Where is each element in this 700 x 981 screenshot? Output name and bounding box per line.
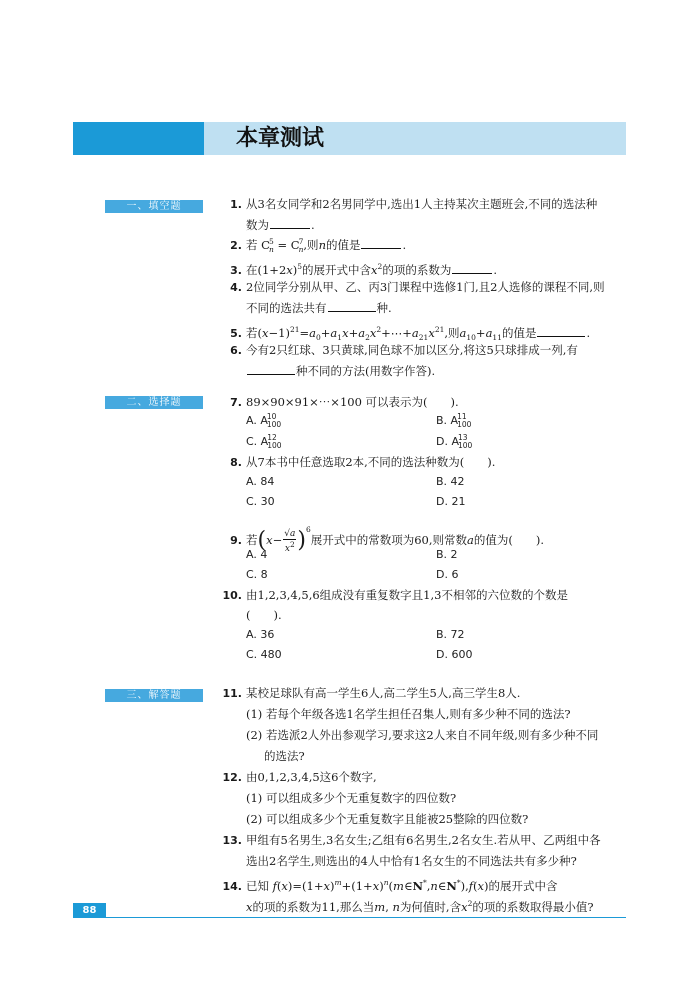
question-number: 11. bbox=[222, 687, 242, 700]
option-label: B. bbox=[436, 414, 448, 427]
question-text: 的项的系数为 bbox=[382, 262, 452, 277]
question-number: 3. bbox=[230, 263, 242, 277]
question-5: 5. 若$(x-1)^{21}=a_0+a_1x+a_2x^2+\cdots+a_{21}x^{21}$,则$a_{10}+a_{11}$的值是 . bbox=[220, 319, 630, 348]
question-text: 展开式中的常数项为60,则常数 bbox=[310, 533, 468, 547]
question-14-line2: x的项的系数为11,那么当m, n为何值时,含$x^2$的项的系数取得最小值? bbox=[246, 899, 594, 914]
question-text: ,则 bbox=[303, 238, 319, 252]
option-7b: B. A 11 100 bbox=[436, 412, 472, 429]
question-text: 若( bbox=[246, 325, 262, 340]
question-12 bbox=[220, 767, 630, 788]
question-text: 的值为( ). bbox=[473, 533, 545, 547]
option-10b: B. 72 bbox=[436, 628, 465, 641]
question-number: 6. bbox=[230, 344, 242, 357]
option-8a: A. 84 bbox=[246, 475, 275, 488]
question-text: . bbox=[493, 262, 497, 277]
page-title: 本章测试 bbox=[236, 126, 325, 151]
question-number: 8. bbox=[230, 456, 242, 469]
question-text: 种. bbox=[376, 301, 392, 315]
question-6 bbox=[220, 340, 630, 361]
question-12-part2: (2) 可以组成多少个无重复数字且能被25整除的四位数? bbox=[246, 812, 529, 826]
answer-blank bbox=[361, 236, 401, 249]
question-text: . bbox=[402, 238, 407, 252]
option-7d: D. A 13 100 bbox=[436, 433, 473, 450]
question-2: 2. 若 C 5 n = C 7 n ,则n的值是 . bbox=[220, 235, 630, 256]
math-stack: 13 100 bbox=[458, 433, 473, 450]
question-text: . bbox=[311, 218, 315, 232]
option-9b: B. 2 bbox=[436, 548, 458, 561]
section-tag-answer: 三、解答题 bbox=[105, 689, 203, 702]
question-text: ) bbox=[292, 262, 298, 277]
question-number: 7. bbox=[230, 396, 242, 409]
answer-blank bbox=[537, 324, 585, 337]
question-8 bbox=[220, 452, 630, 473]
question-text: 由1,2,3,4,5,6组成没有重复数字且1,3不相邻的六位数的个数是 bbox=[246, 588, 568, 602]
question-text: 若 bbox=[246, 533, 258, 547]
question-13 bbox=[220, 830, 630, 851]
option-8b: B. 42 bbox=[436, 475, 465, 488]
option-9a: A. 4 bbox=[246, 548, 268, 561]
question-11 bbox=[220, 683, 630, 704]
question-text: 的项的系数为11,那么当 bbox=[252, 899, 375, 914]
question-text: 由0,1,2,3,4,5这6个数字, bbox=[246, 770, 377, 784]
question-text: 的值是 bbox=[501, 325, 537, 340]
section-tag-fill: 一、填空题 bbox=[105, 200, 203, 213]
option-10d: D. 600 bbox=[436, 648, 473, 661]
question-6-line2 bbox=[246, 361, 435, 382]
section-tag-choice: 二、选择题 bbox=[105, 396, 203, 409]
answer-blank bbox=[328, 299, 376, 312]
footer-rule bbox=[106, 917, 626, 918]
question-number: 13. bbox=[222, 834, 242, 847]
math-stack: 12 100 bbox=[267, 433, 282, 450]
option-7c: C. A 12 100 bbox=[246, 433, 282, 450]
option-8d: D. 21 bbox=[436, 495, 466, 508]
question-number: 9. bbox=[230, 534, 242, 547]
math-stack: 11 100 bbox=[457, 412, 472, 429]
question-text: 的值是 bbox=[325, 238, 361, 252]
question-text: 的项的系数取得最小值? bbox=[472, 899, 594, 914]
question-11-part2-cont: 的选法? bbox=[264, 749, 305, 763]
question-9: 9. 若(x− $\frac{√a}{x^2}$ )$^6$展开式中的常数项为60,则常数a的值为( ). bbox=[220, 517, 630, 554]
option-10c: C. 480 bbox=[246, 648, 282, 661]
question-11-part2: (2) 若选派2人外出参观学习,要求这2人来自不同年级,则有多少种不同 bbox=[246, 728, 599, 742]
question-text: 数为 bbox=[246, 218, 269, 232]
question-4 bbox=[220, 277, 630, 298]
math-stack: 5 n bbox=[268, 237, 274, 254]
question-text: 种不同的方法(用数字作答). bbox=[296, 364, 436, 378]
question-text: 从7本书中任意选取2本,不同的选法种数为( ). bbox=[246, 455, 496, 469]
option-label: D. bbox=[436, 435, 448, 448]
question-text: 为何值时,含 bbox=[399, 899, 462, 914]
question-text: . bbox=[586, 325, 591, 340]
option-9d: D. 6 bbox=[436, 568, 459, 581]
question-number: 10. bbox=[222, 589, 242, 602]
answer-blank bbox=[247, 362, 295, 375]
question-text: −1) bbox=[268, 325, 290, 340]
page-number: 88 bbox=[73, 903, 106, 918]
option-label: C. bbox=[246, 435, 258, 448]
option-label: A. bbox=[246, 414, 257, 427]
question-text: 89×90×91×⋯×100 可以表示为( ). bbox=[246, 395, 459, 409]
question-number: 5. bbox=[230, 326, 242, 340]
question-text: 2位同学分别从甲、乙、丙3门课程中选修1门,且2人选修的课程不同,则 bbox=[246, 280, 605, 294]
question-4-line2 bbox=[246, 298, 392, 319]
question-text: 某校足球队有高一学生6人,高二学生5人,高三学生8人. bbox=[246, 686, 521, 700]
question-7 bbox=[220, 392, 630, 413]
math-stack: 10 100 bbox=[266, 412, 282, 429]
question-number: 4. bbox=[230, 281, 242, 294]
question-1 bbox=[220, 194, 630, 215]
question-text: 在(1+2 bbox=[246, 262, 287, 277]
question-12-part1: (1) 可以组成多少个无重复数字的四位数? bbox=[246, 791, 457, 805]
question-text: 从3名女同学和2名男同学中,选出1人主持某次主题班会,不同的选法种 bbox=[246, 197, 598, 211]
math-stack: 7 n bbox=[298, 237, 304, 254]
question-text: 甲组有5名男生,3名女生;乙组有6名男生,2名女生.若从甲、乙两组中各 bbox=[246, 833, 601, 847]
question-13-line2: 选出2名学生,则选出的4人中恰有1名女生的不同选法共有多少种? bbox=[246, 854, 577, 868]
question-text: 已知 bbox=[246, 878, 269, 893]
question-number: 14. bbox=[222, 879, 242, 893]
question-11-part1: (1) 若每个年级各选1名学生担任召集人,则有多少种不同的选法? bbox=[246, 707, 571, 721]
answer-blank bbox=[270, 216, 310, 229]
question-text: 的展开式中含 bbox=[302, 262, 372, 277]
question-10-line2: ( ). bbox=[246, 608, 282, 622]
option-7a: A. A 10 100 bbox=[246, 412, 282, 429]
question-number: 2. bbox=[230, 239, 242, 252]
question-3: 3. 在$(1+2x)^5$的展开式中含$x^2$的项的系数为 . bbox=[220, 256, 630, 281]
option-9c: C. 8 bbox=[246, 568, 268, 581]
question-text: 若 bbox=[246, 238, 258, 252]
question-10 bbox=[220, 585, 630, 606]
math-fraction: $\frac{√a}{x^2}$ bbox=[284, 528, 296, 554]
question-1-line2 bbox=[246, 215, 315, 236]
option-8c: C. 30 bbox=[246, 495, 275, 508]
question-text: 的展开式中含 bbox=[488, 878, 558, 893]
question-text: 今有2只红球、3只黄球,同色球不加以区分,将这5只球排成一列,有 bbox=[246, 343, 578, 357]
question-number: 12. bbox=[222, 771, 242, 784]
answer-blank bbox=[452, 261, 492, 274]
option-10a: A. 36 bbox=[246, 628, 275, 641]
title-accent-block bbox=[73, 122, 204, 155]
question-text: 不同的选法共有 bbox=[246, 301, 327, 315]
question-14: 14. 已知 $f(x)=(1+x)^m+(1+x)^n(m\in N^*,n\in N^*),f(x)$的展开式中含 bbox=[220, 872, 630, 897]
question-number: 1. bbox=[230, 198, 242, 211]
